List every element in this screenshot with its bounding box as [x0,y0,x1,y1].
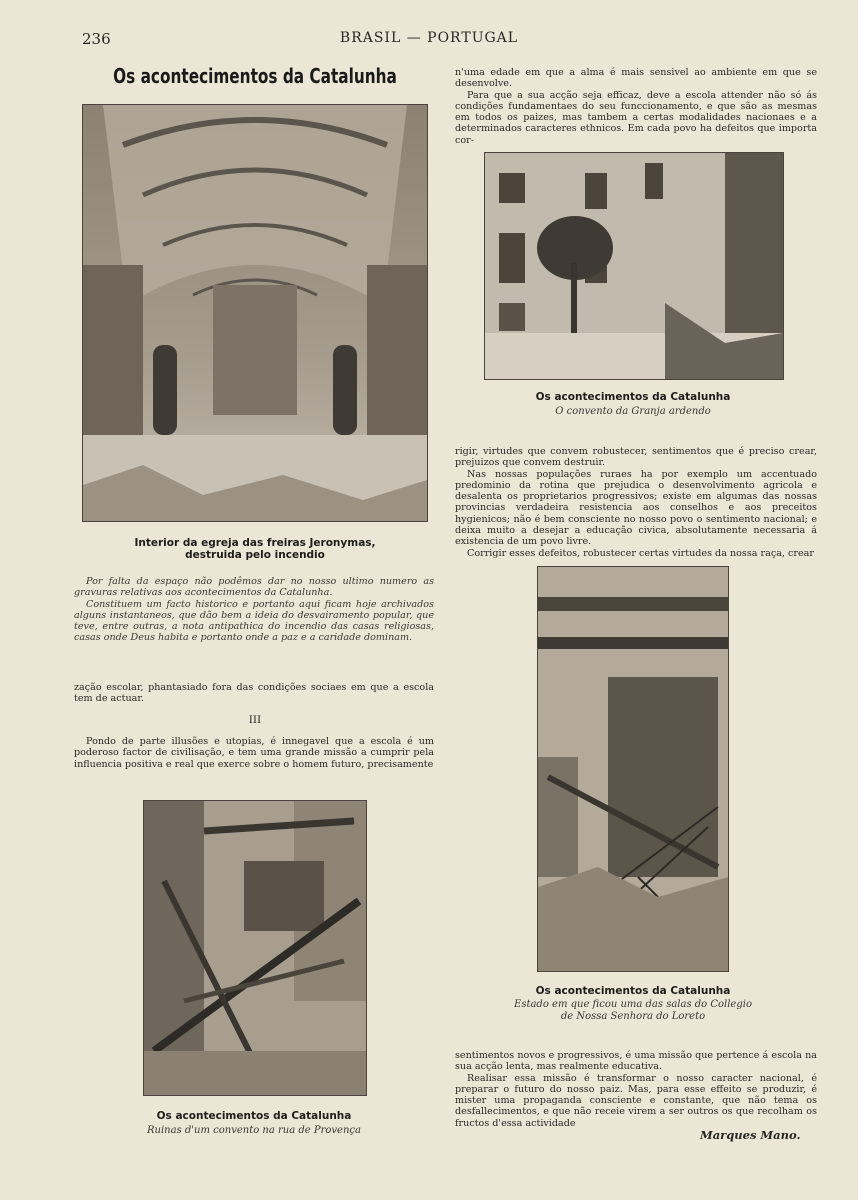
right-paragraph-4: Nas nossas populações ruraes ha por exemplo um accentuado predominio da rotina que prejudica o desenvolvimento agricola e desalenta os proprietarios progressivos; existe em algumas das nossas provincias verdadeira resistencia aos conselhos e aos preceitos hygienicos; não é bem consciente no nosso povo o sentimento nacional; e deixa muito a desejar a educação civica, absolutamente necessaria á existencia de um povo livre. [455,468,817,548]
caption-sub-3b: de Nossa Senhora do Loreto [560,1011,706,1022]
right-paragraph-1: n'uma edade em que a alma é mais sensivel ao ambiente em que se desenvolve. [455,67,817,90]
caption-title-4: Os acontecimentos da Catalunha [156,1110,352,1122]
right-paragraph-3: rigir, virtudes que convem robustecer, sentimentos que é preciso crear, prejuizos que convem destruir. [455,446,817,469]
note-paragraph-1: Por falta da espaço não podêmos dar no nosso ultimo numero as gravuras relativas aos acontecimentos da Catalunha. [74,576,434,599]
editorial-note [74,576,434,644]
right-paragraph-5: Corrigir esses defeitos, robustecer certas virtudes da nossa raça, crear [467,547,814,559]
photo-convent-granja [484,152,784,380]
running-title: BRASIL — PORTUGAL [339,30,519,46]
right-text-bottom [455,1050,817,1129]
photo-college-hall [537,566,729,972]
photo-convent-ruins [143,800,367,1096]
left-paragraph-1-text: zação escolar, phantasiado fora das condições sociaes em que a escola tem de actuar. [74,682,434,705]
right-text-top [455,67,817,146]
caption-sub-4: Ruinas d'um convento na rua de Provença [147,1125,361,1136]
left-paragraph-2 [74,736,434,770]
right-paragraph-7: Realisar essa missão é transformar o nosso caracter nacional, é preparar o futuro do nosso paiz. Mas, para esse effeito se produzir, é mister uma propaganda consciente e constante, que não tema os desfallecimentos, e que não receie virem a ser outros os que recolham os fructos d'essa actividade [455,1072,817,1129]
left-paragraph-1 [74,682,434,705]
caption-title-2: Os acontecimentos da Catalunha [535,391,731,403]
photo-church-interior [82,104,428,522]
section-number: III [248,714,262,726]
author-signature: Marques Mano. [700,1128,801,1142]
right-text-middle [455,446,817,559]
article-title: Os acontecimentos da Catalunha [113,64,397,88]
right-paragraph-6: sentimentos novos e progressivos, é uma missão que pertence á escola na sua acção lenta, mas realmente educativa. [455,1050,817,1073]
caption-title-1: Interior da egreja das freiras Jeronymas, [134,537,376,549]
caption-sub-2: O convento da Granja ardendo [555,406,711,417]
caption-sub-3a: Estado em que ficou uma das salas do Collegio [514,999,752,1010]
note-paragraph-2: Constituem um facto historico e portanto aqui ficam hoje archivados alguns instantaneos, que dão bem a ideia do desvairamento popular, que teve, entre outras, a nota antipathica do incendio das casas religiosas, casas onde Deus habita e portanto onde a paz e a caridade dominam. [74,598,434,644]
page-number: 236 [82,30,111,48]
right-paragraph-2: Para que a sua acção seja efficaz, deve a escola attender não só ás condições fundamentaes do seu funccionamento, e que são as mesmas em todos os paizes, mas tambem a certas modalidades nacionaes e a determinados caracteres ethnicos. Em cada povo ha defeitos que importa cor- [455,89,817,146]
caption-sub-1: destruida pelo incendio [185,549,325,561]
left-paragraph-2-text: Pondo de parte illusões e utopias, é innegavel que a escola é um poderoso factor de civilisação, e tem uma grande missão a cumprir pela influencia positiva e real que exerce sobre o homem futuro, precisamente [74,736,434,770]
caption-title-3: Os acontecimentos da Catalunha [535,985,731,997]
